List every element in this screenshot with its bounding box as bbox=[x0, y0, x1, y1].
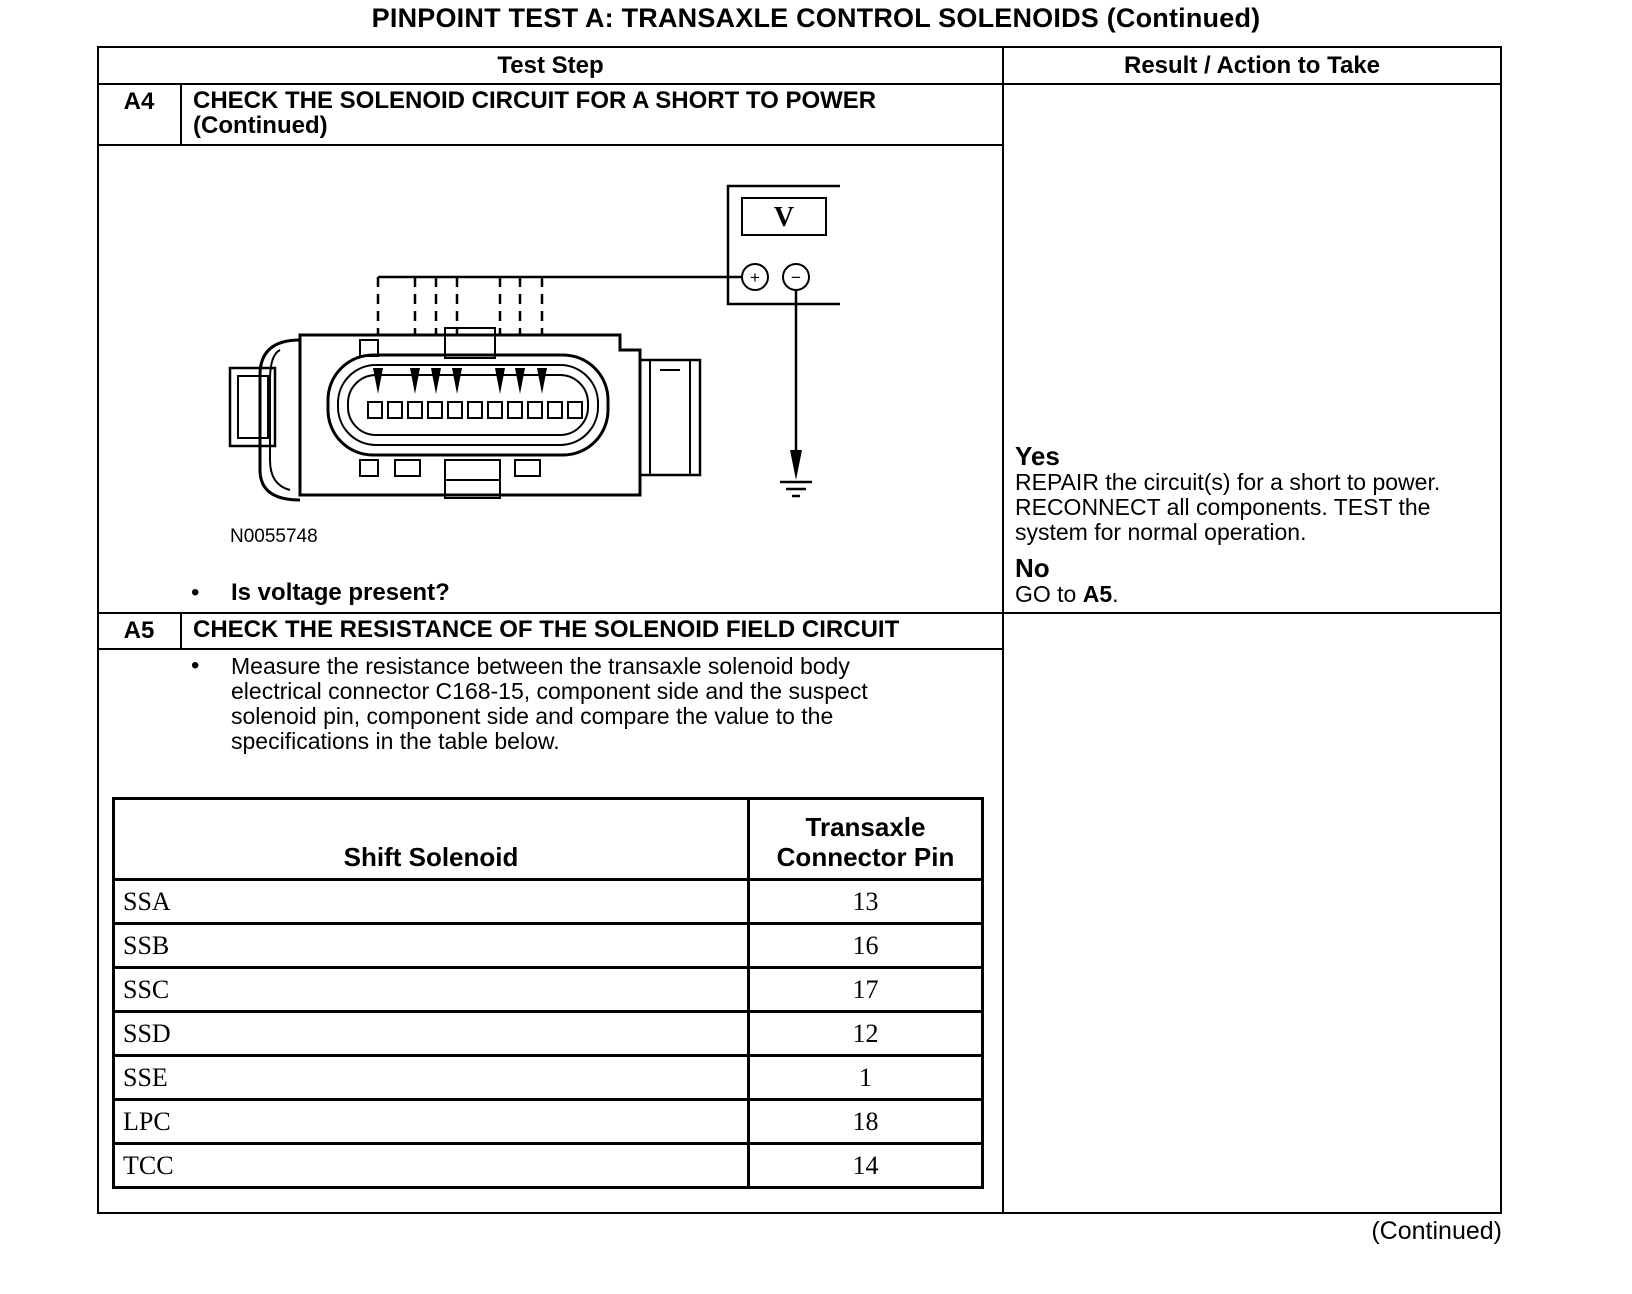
a5-instruction-line2: electrical connector C168-15, component side and the suspect bbox=[231, 678, 868, 704]
table-row bbox=[114, 924, 983, 968]
connector-pin: 17 bbox=[749, 968, 983, 1012]
connector-pin: 16 bbox=[749, 924, 983, 968]
table-row bbox=[114, 1144, 983, 1188]
column-divider bbox=[1002, 46, 1004, 1214]
table-row bbox=[114, 880, 983, 924]
result-yes-label: Yes bbox=[1015, 441, 1060, 471]
header-test-step: Test Step bbox=[497, 52, 604, 79]
col-connector-pin-line1: Transaxle bbox=[805, 812, 926, 842]
solenoid-pin-table bbox=[112, 797, 984, 1189]
connector-pin: 18 bbox=[749, 1100, 983, 1144]
bullet-dot: • bbox=[191, 652, 200, 679]
result-no-text: GO to bbox=[1015, 581, 1077, 607]
col-connector-pin bbox=[749, 799, 983, 880]
col-connector-pin-line2: Connector Pin bbox=[776, 842, 955, 872]
a4-a5-divider bbox=[97, 612, 1502, 614]
meter-plus: + bbox=[750, 268, 760, 287]
solenoid-name: SSE bbox=[114, 1056, 749, 1100]
result-no-end: . bbox=[1112, 581, 1119, 607]
solenoid-name: SSA bbox=[114, 880, 749, 924]
result-yes-line2: RECONNECT all components. TEST the bbox=[1015, 494, 1431, 520]
a4-id-divider bbox=[180, 83, 182, 145]
figure-id: N0055748 bbox=[230, 526, 318, 547]
step-a4-title-line2: (Continued) bbox=[193, 112, 328, 139]
header-result-action: Result / Action to Take bbox=[1123, 52, 1381, 79]
solenoid-name: LPC bbox=[114, 1100, 749, 1144]
result-no-target[interactable]: A5 bbox=[1082, 581, 1113, 607]
pin-cavities bbox=[368, 402, 582, 418]
result-no-line bbox=[1015, 582, 1119, 607]
a5-instruction-line4: specifications in the table below. bbox=[231, 728, 560, 754]
result-no-label: No bbox=[1015, 553, 1050, 583]
connector-pin: 12 bbox=[749, 1012, 983, 1056]
step-a5-id: A5 bbox=[123, 617, 155, 644]
table-row bbox=[114, 1100, 983, 1144]
solenoid-name: TCC bbox=[114, 1144, 749, 1188]
connector-voltage-diagram bbox=[220, 180, 840, 520]
col-shift-solenoid: Shift Solenoid bbox=[114, 799, 749, 880]
meter-label: V bbox=[773, 202, 795, 233]
table-row bbox=[114, 968, 983, 1012]
meter-minus: − bbox=[791, 268, 801, 287]
connector-pin: 1 bbox=[749, 1056, 983, 1100]
solenoid-name: SSC bbox=[114, 968, 749, 1012]
a4-title-divider bbox=[97, 144, 1003, 146]
voltage-question: Is voltage present? bbox=[231, 579, 450, 606]
step-a5-title: CHECK THE RESISTANCE OF THE SOLENOID FIELD CIRCUIT bbox=[193, 616, 900, 643]
solenoid-name: SSD bbox=[114, 1012, 749, 1056]
page-title: PINPOINT TEST A: TRANSAXLE CONTROL SOLENOIDS (Continued) bbox=[371, 3, 1261, 33]
table-row bbox=[114, 1056, 983, 1100]
step-a4-title-line1: CHECK THE SOLENOID CIRCUIT FOR A SHORT TO POWER bbox=[193, 87, 877, 114]
result-yes-line1: REPAIR the circuit(s) for a short to power. bbox=[1015, 469, 1441, 495]
table-header-row bbox=[114, 799, 983, 880]
connector-body bbox=[230, 328, 700, 500]
table-row bbox=[114, 1012, 983, 1056]
solenoid-name: SSB bbox=[114, 924, 749, 968]
ground-icon bbox=[780, 482, 812, 496]
continued-label: (Continued) bbox=[1371, 1217, 1502, 1245]
result-yes-line3: system for normal operation. bbox=[1015, 519, 1307, 545]
connector-pin: 13 bbox=[749, 880, 983, 924]
a5-instruction-line3: solenoid pin, component side and compare the value to the bbox=[231, 703, 834, 729]
a5-title-divider bbox=[97, 648, 1003, 650]
a5-id-divider bbox=[180, 612, 182, 649]
a5-instruction-line1: Measure the resistance between the transaxle solenoid body bbox=[231, 653, 850, 679]
header-divider bbox=[97, 83, 1502, 85]
bullet-dot: • bbox=[191, 579, 200, 606]
step-a4-id: A4 bbox=[123, 88, 155, 115]
connector-pin: 14 bbox=[749, 1144, 983, 1188]
